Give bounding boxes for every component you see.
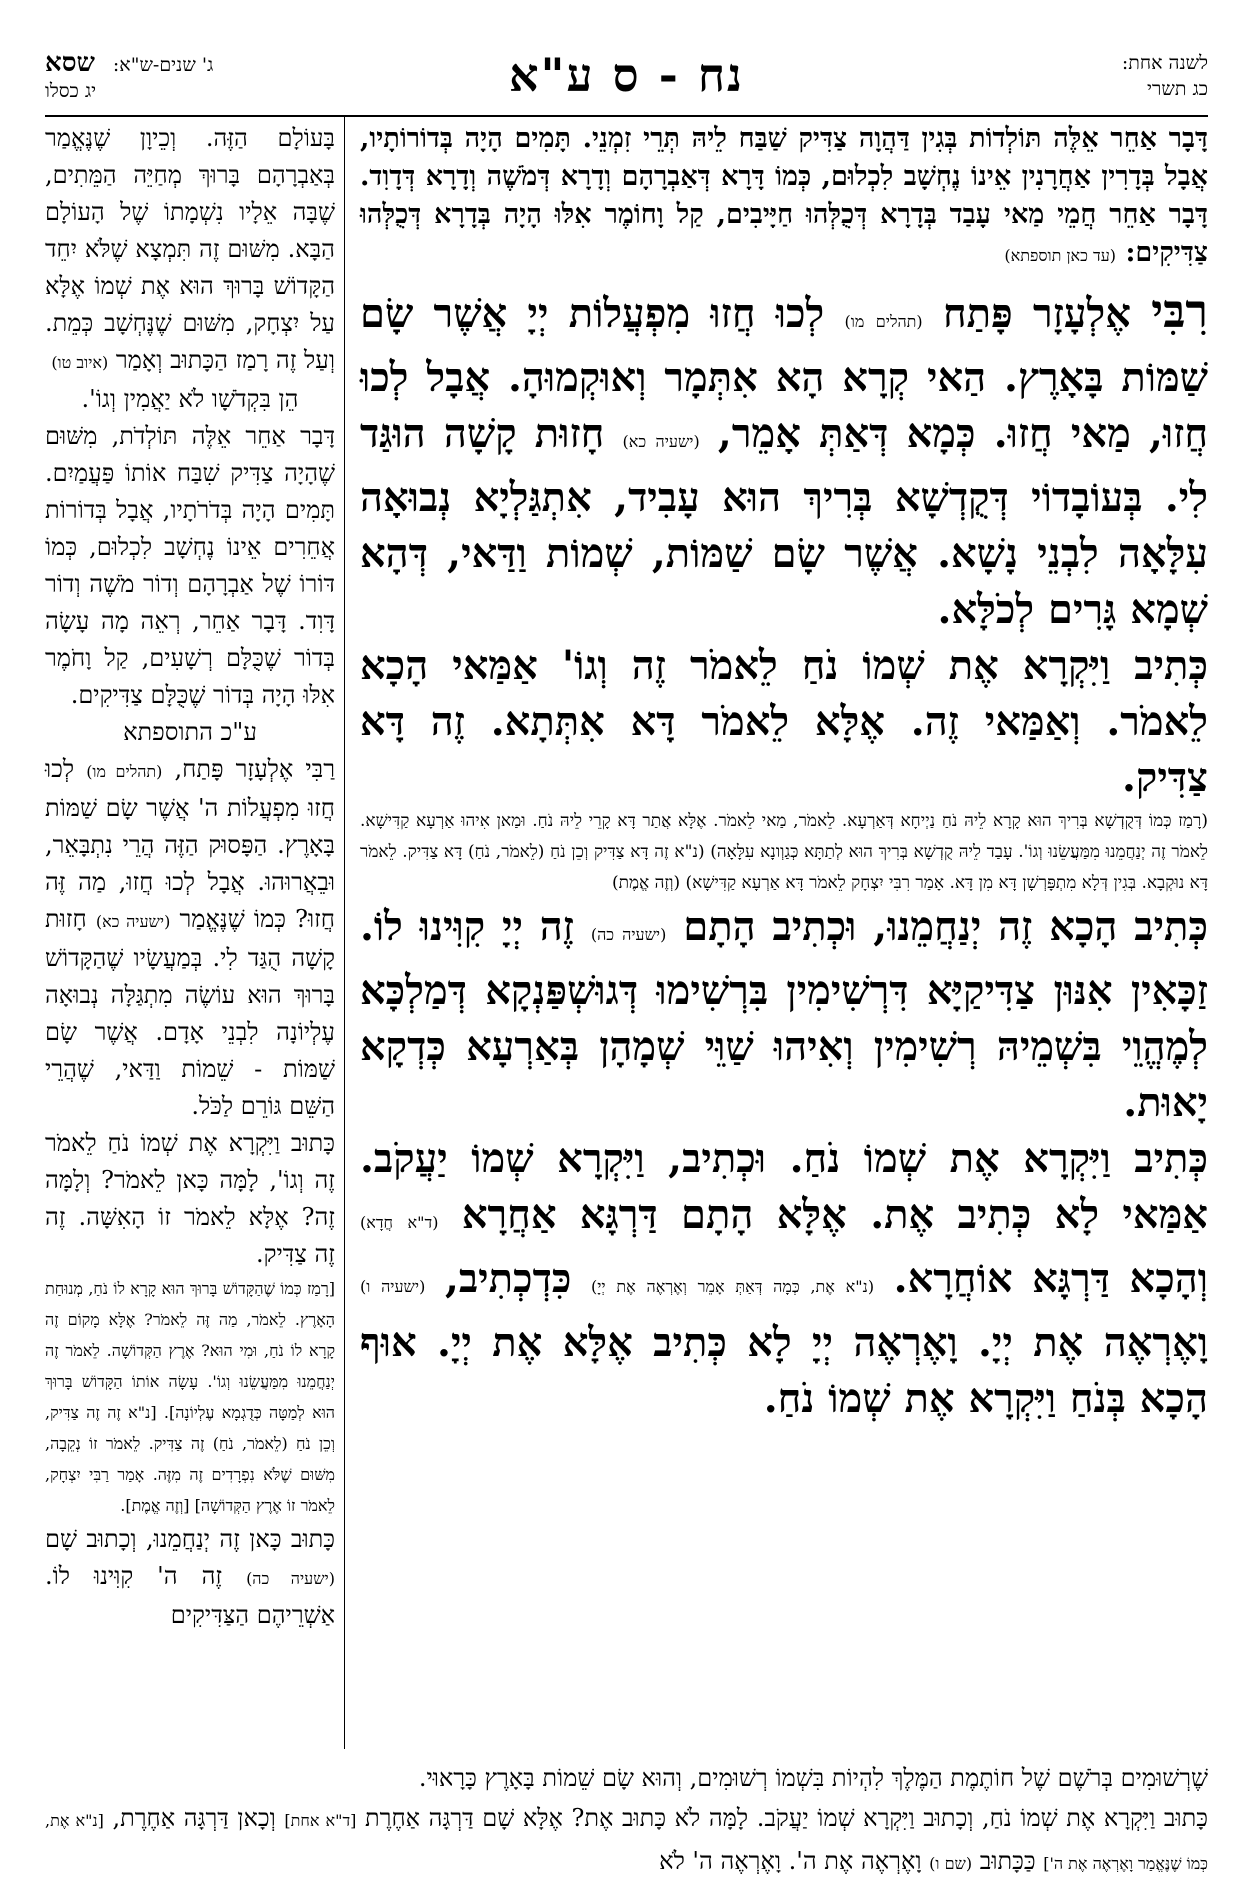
side-paragraph-5: כָּתוּב כָּאן זֶה יְנַחֲמֵנוּ, וְכָתוּב שָׁם (ישעיה כה) זֶה ה' קִוִּינוּ לוֹ. אַשְׁרֵיהֶם הַצַּדִּיקִים [45, 1525, 335, 1629]
bottom-continuation [45, 1758, 1208, 1884]
header-right-line1: לשנה אחת: [1121, 52, 1208, 74]
page-number: שסא [45, 48, 95, 78]
page-header [45, 44, 1208, 114]
source-ref: [נ"א אֶת, כְּמוֹ שֶׁנֶּאֱמַר וָאֶרְאֶה אֶת ה'] [45, 1811, 1208, 1873]
source-ref: (עד כאן תוספתא) [1004, 246, 1117, 265]
source-ref: (נ"א אֶת, כְּמָה דְּאַתְּ אָמֵר וְאֶרְאֶה אֶת יְיָ) [590, 1277, 875, 1296]
bottom-line-2: כָּתוּב וַיִּקְרָא אֶת שְׁמוֹ נֹחַ, וְכָתוּב וַיִּקְרָא שְׁמוֹ יַעֲקֹב. לָמָּה לֹא כָּתוּב אֶת? אֶלָּא שָׁם דַּרְגָּה אַחֶרֶת [ד"א אחת] וְכָאן דַּרְגָּה אַחֶרֶת, [נ"א אֶת, כְּמוֹ שֶׁנֶּאֱמַר וָאֶרְאֶה אֶת ה'] כַּכָּתוּב (שם ו) וָאֶרְאֶה אֶת ה'. וָאֶרְאֶה ה' לֹא [45, 1804, 1208, 1875]
main-column [360, 120, 1208, 1427]
source-ref: (תהלים מו) [844, 312, 923, 331]
header-left-line1: ג' שנים-ש"א: [112, 54, 214, 76]
side-paragraph-1: בָּעוֹלָם הַזֶּה. וְכֵיוָן שֶׁנֶּאֱמַר בְּאַבְרָהָם בָּרוּךְ מְחַיֵּה הַמֵּתִים, שֶׁבָּה אֵלָיו נִשְׁמָתוֹ שֶׁל הָעוֹלָם הַבָּא. מִשּׁוּם זֶה תִּמְצָא שֶׁלֹּא יִחֵד הַקָּדוֹשׁ בָּרוּךְ הוּא אֶת שְׁמוֹ אֶלָּא עַל יִצְחָק, מִשּׁוּם שֶׁנֶּחְשָׁב כְּמֵת. וְעַל זֶה רָמַז הַכָּתוּב וְאָמַר (איוב טו) [45, 124, 335, 374]
source-ref: (ישעיה כה) [590, 925, 667, 944]
side-column-translation [45, 120, 335, 1634]
side-paragraph-4: כָּתוּב וַיִּקְרָא אֶת שְׁמוֹ נֹחַ לֵאמֹר זֶה וְגוֹ', לָמָּה כָּאן לֵאמֹר? וְלָמָּה זֶה? אֶלָּא לֵאמֹר זוֹ הָאִשָּׁה. זֶה זֶה צַדִּיק. [45, 1129, 335, 1268]
side-paragraph-note: [רָמַז כְּמוֹ שֶׁהַקָּדוֹשׁ בָּרוּךְ הוּא קָרָא לוֹ נֹחַ, מְנוּחַת הָאָרֶץ. לֵאמֹר, מַה זֶּה לֵאמֹר? אֶלָּא מָקוֹם זֶה קָרָא לוֹ נֹחַ, וּמִי הוּא? אֶרֶץ הַקְּדוֹשָׁה. לֵאמֹר זֶה יְנַחֲמֵנוּ מִמַּעֲשֵׂנוּ וְגוֹ'. עָשָׂה אוֹתוֹ הַקָּדוֹשׁ בָּרוּךְ הוּא לְמַטָּה כְּדֻגְמָא עֶלְיוֹנָה]. [נ"א זֶה זֶה צַדִּיק, וְכֵן נֹחַ (לֵאמֹר, נֹחַ) זֶה צַדִּיק. לֵאמֹר זוֹ נְקֵבָה, מִשּׁוּם שֶׁלֹּא נִפְרָדִים זֶה מִזֶּה. אָמַר רַבִּי יִצְחָק, לֵאמֹר זוֹ אֶרֶץ הַקְּדוֹשָׁה] [וְזֶה אֱמֶת]. [45, 1279, 335, 1515]
bottom-line-1: שֶׁרְשׁוּמִים בְּרֹשֶׁם שֶׁל חוֹתֶמֶת הַמֶּלֶךְ לִהְיוֹת בִּשְׁמוֹ רְשׁוּמִים, וְהוּא שָׂם שֵׁמוֹת בָּאָרֶץ כָּרָאוּי. [418, 1764, 1208, 1792]
page-title: נח - ס ע"א [508, 48, 745, 102]
source-ref: (ישעיה כה) [246, 1569, 335, 1588]
source-ref: (ישעיה כא) [95, 912, 171, 931]
main-paragraph-tosefta: דָּבָר אַחֵר אֵלֶּה תּוֹלְדוֹת בְּגִין דַּהֲוָה צַדִּיק שַׁבַּח לֵיהּ תְּרֵי זִמְנֵי. תָּמִים הָיָה בְּדוֹרוֹתָיו, אֲבָל בְּדָרִין אַחֲרָנִין אֵינוֹ נֶחְשָׁב לִכְלוּם, כְּמוֹ דָּרָא דְּאַבְרָהָם וְדָרָא דְּמֹשֶׁה וְדָרָא דְּדָוִד. דָּבָר אַחֵר חֲמֵי מַאי עָבַד בְּדָרָא דְּכֻלְּהוּ חַיָּיבִים, קַל וָחוֹמֶר אִלּוּ הָיָה בְּדָרָא דְּכֻלְּהוּ צַדִּיקִים: (עד כאן תוספתא) [360, 123, 1208, 268]
header-rule [45, 115, 1208, 117]
header-left-line2: יג כסלו [45, 80, 97, 102]
side-tosefta-end: ע"כ התוספתא [123, 718, 257, 746]
main-paragraph-tzadikim: כְּתִיב הָכָא זֶה יְנַחֲמֵנוּ, וּכְתִיב הָתָם (ישעיה כה) זֶה יְיָ קִוִּינוּ לוֹ. זַכָּאִין אִנּוּן צַדִּיקַיָּא דִּרְשִׁימִין בִּרְשִׁימוּ דְּגוּשְׁפַּנְקָא דְּמַלְכָּא לְמֶהֱוֵי בִּשְׁמֵיהּ רְשִׁימִין וְאִיהוּ שַׁוֵּי שְׁמָהָן בְּאַרְעָא כְּדְקָא יָאוּת. [360, 903, 1209, 1126]
side-paragraph-3: רַבִּי אֶלְעָזָר פָּתַח, (תהלים מו) לְכוּ חֲזוּ מִפְעֲלוֹת ה' אֲשֶׁר שָׂם שַׁמּוֹת בָּאָרֶץ. הַפָּסוּק הַזֶּה הֲרֵי נִתְבָּאֵר, וּבֵאֲרוּהוּ. אֲבָל לְכוּ חֲזוּ, מַה זֶּה חֲזוּ? כְּמוֹ שֶׁנֶּאֱמַר (ישעיה כא) חָזוּת קָשָׁה הֻגַּד לִי. בְּמַעֲשָׂיו שֶׁהַקָּדוֹשׁ בָּרוּךְ הוּא עוֹשֶׂה מִתְגַּלָּה נְבוּאָה עֶלְיוֹנָה לִבְנֵי אָדָם. אֲשֶׁר שָׂם שַׁמּוֹת - שֵׁמוֹת וַדַּאי, שֶׁהֲרֵי הַשֵּׁם גּוֹרֵם לַכֹּל. [45, 755, 335, 1120]
lead-word: רִבִּי [1151, 284, 1208, 338]
source-ref: [ד"א אחת] [284, 1811, 357, 1830]
source-ref: (ישעיה ו) [360, 1277, 426, 1296]
side-paragraph-2: דָּבָר אַחֵר אֵלֶּה תּוֹלְדֹת, מִשּׁוּם שֶׁהָיָה צַדִּיק שִׁבַּח אוֹתוֹ פַּעֲמַיִם. תָּמִים הָיָה בְּדֹרֹתָיו, אֲבָל בְּדוֹרוֹת אֲחֵרִים אֵינוֹ נֶחְשָׁב לִכְלוּם, כְּמוֹ דּוֹרוֹ שֶׁל אַבְרָהָם וְדוֹר מֹשֶׁה וְדוֹר דָּוִד. דָּבָר אַחֵר, רְאֵה מָה עָשָׂה בְּדוֹר שֶׁכֻּלָּם רְשָׁעִים, קַל וָחֹמֶר אִלּוּ הָיָה בְּדוֹר שֶׁכֻּלָּם צַדִּיקִים. [45, 422, 335, 709]
main-paragraph-note: (רָמַז כְּמוֹ דְּקֻדְשָׁא בְּרִיךְ הוּא קָרָא לֵיהּ נֹחַ נַיְיחָא דְּאַרְעָא. לֵאמֹר, מַאי לֵאמֹר. אֶלָּא אֲתַר דָּא קָרֵי לֵיהּ נֹחַ. וּמַאן אִיהוּ אַרְעָא קַדִּישָׁא. לֵאמֹר זֶה יְנַחֲמֵנוּ מִמַּעֲשֵׂנוּ וְגוֹ'. עָבַד לֵיהּ קֻדְשָׁא בְּרִיךְ הוּא לְתַתָּא כְּגַוְונָא עִלָּאָה) (נ"א זֶה דָּא צַדִּיק וְכֵן נֹחַ (לֵאמֹר, נֹחַ) דָּא צַדִּיק. לֵאמֹר דָּא נוּקְבָא. בְּגִין דְּלָא מִתְפָּרְשָׁן דָּא מִן דָּא. אָמַר רִבִּי יִצְחָק לֵאמֹר דָּא אַרְעָא קַדִּישָׁא) (וְזֶה אֱמֶת) [360, 811, 1208, 893]
header-right-line2: כג תשרי [1147, 78, 1208, 100]
main-paragraph-noah-name: כְּתִיב וַיִּקְרָא אֶת שְׁמוֹ נֹחַ לֵאמֹר זֶה וְגוֹ' אַמַּאי הָכָא לֵאמֹר. וְאַמַּאי זֶה. אֶלָּא לֵאמֹר דָּא אִתְּתָא. זֶה דָּא צַדִּיק. [360, 642, 1208, 801]
column-divider [344, 117, 345, 1749]
source-ref: (תהלים מו) [86, 762, 163, 781]
main-paragraph-et: כְּתִיב וַיִּקְרָא אֶת שְׁמוֹ נֹחַ. וּכְתִיב, וַיִּקְרָא שְׁמוֹ יַעֲקֹב. אַמַּאי לָא כְּתִיב אֶת. אֶלָּא הָתָם דַּרְגָּא אַחֲרָא (ד"א חֲדָא) וְהָכָא דַּרְגָּא אוֹחֲרָא. (נ"א אֶת, כְּמָה דְּאַתְּ אָמֵר וְאֶרְאֶה אֶת יְיָ) כִּדְכְתִיב, (ישעיה ו) וָאֶרְאֶה אֶת יְיָ. וָאֶרְאֶה יְיָ לָא כְּתִיב אֶלָּא אֶת יְיָ. אוּף הָכָא בְּנֹחַ וַיִּקְרָא אֶת שְׁמוֹ נֹחַ. [360, 1135, 1208, 1422]
main-paragraph-opening: רִבִּי אֶלְעָזָר פָּתַח (תהלים מו) לְכוּ חֲזוּ מִפְעֲלוֹת יְיָ אֲשֶׁר שָׂם שַׁמּוֹת בָּאָרֶץ. הַאי קְרָא הָא אִתְּמָר וְאוּקְמוּהָ. אֲבָל לְכוּ חֲזוּ, מַאי חֲזוּ. כְּמָא דְּאַתְּ אָמֵר, (ישעיה כא) חָזוּת קָשָׁה הוּגַּד לִי. בְּעוֹבָדוֹי דְּקֻדְשָׁא בְּרִיךְ הוּא עָבִיד, אִתְגַּלְיָא נְבוּאָה עִלָּאָה לִבְנֵי נָשָׁא. אֲשֶׁר שָׂם שַׁמּוֹת, שְׁמוֹת וַדַּאי, דְּהָא שְׁמָא גָּרִים לְכֹלָּא. [360, 284, 1208, 633]
source-ref: (שם ו) [929, 1854, 973, 1873]
source-ref: (ד"א חֲדָא) [360, 1213, 439, 1232]
source-ref: (איוב טו) [51, 353, 109, 372]
header-left [45, 50, 213, 104]
source-ref: (ישעיה כא) [622, 432, 700, 451]
side-verse: הֵן בִּקְדֹשָׁו לֹא יַאֲמִין וְגוֹ'. [81, 385, 299, 413]
